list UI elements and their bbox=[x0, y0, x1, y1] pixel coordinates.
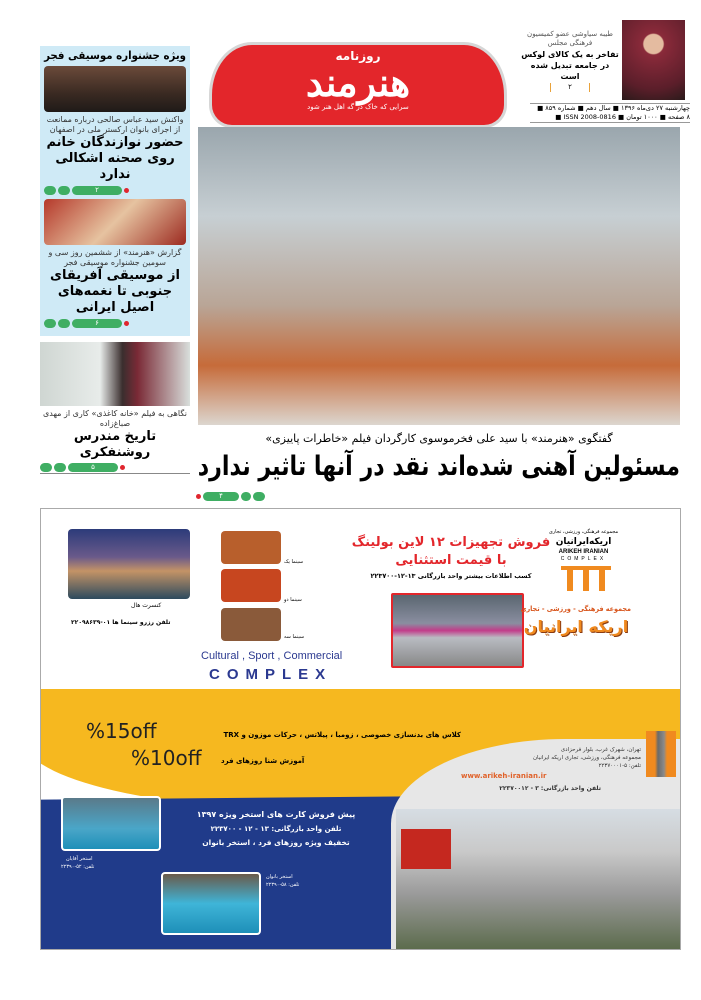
story-photo-3[interactable] bbox=[40, 342, 190, 406]
statue-image bbox=[646, 731, 676, 777]
story-headline-1[interactable]: حضور نوازندگان خانم روی صحنه اشکالی ندارد bbox=[46, 135, 184, 182]
sidebar-section-title: ویژه جشنواره موسیقی فجر bbox=[44, 49, 186, 62]
address-1: تهران، شهرک غرب، بلوار فرحزادی bbox=[560, 747, 641, 753]
story-photo-2[interactable] bbox=[44, 199, 186, 245]
brand-logo-icon bbox=[561, 566, 611, 591]
pool-women-phone: تلفن: ۵۸-۲۲۳۹۰ bbox=[266, 882, 300, 888]
cinema-2-photo bbox=[221, 569, 281, 602]
building-sign bbox=[401, 829, 451, 869]
story-caption-1: واکنش سید عباس صالحی درباره ممانعت از اجرای بانوان ارکستر ملی در اصفهان bbox=[46, 115, 184, 134]
pool-men-phone: تلفن: ۵۲-۲۲۳۹۰ bbox=[61, 864, 95, 870]
cinema-phone: تلفن رزرو سینما ها ۰۱-۲۲۰۹۸۶۳۹ bbox=[71, 619, 171, 626]
logo-main: هنرمند bbox=[305, 60, 411, 105]
sidebar-box bbox=[40, 46, 190, 336]
bowling-title-2: با قیمت استثنایی bbox=[395, 553, 507, 568]
brand-complex: COMPLEX bbox=[560, 556, 607, 562]
cinema-label-2: سینما دو bbox=[284, 597, 302, 603]
teaser bbox=[520, 30, 620, 92]
complex-en-line2: COMPLEX bbox=[209, 666, 333, 683]
bowling-title-1: فروش تجهیزات ۱۲ لاین بولینگ bbox=[351, 535, 551, 550]
pool-men-photo bbox=[61, 796, 161, 851]
page-ref-3: ۵ bbox=[40, 462, 190, 474]
issue-info-1: چهارشنبه ۲۷ دی‌ماه ۱۳۹۶ ■ سال دهم ■ شماره ۸۵۹ ■ bbox=[530, 103, 690, 113]
main-headline[interactable]: مسئولین آهنی شده‌اند نقد در آنها تاثیر ندارد bbox=[197, 451, 680, 482]
cinema-1-photo bbox=[221, 531, 281, 564]
page-ref-1: ۲ bbox=[44, 184, 186, 196]
sidebar-story-1 bbox=[44, 66, 186, 199]
story-photo-1[interactable] bbox=[44, 66, 186, 112]
cinema-3-photo bbox=[221, 608, 281, 641]
sidebar-story-2 bbox=[44, 199, 186, 332]
brand-en: ARIKEH IRANIAN bbox=[558, 549, 609, 555]
story-caption-2: گزارش «هنرمند» از ششمین روز سی و سومین جشنواره موسیقی فجر bbox=[48, 248, 182, 267]
address-2: مجموعه فرهنگی، ورزشی، تجاری اریکه ایرانیان bbox=[533, 755, 641, 761]
pool-women-photo bbox=[161, 872, 261, 935]
brand-small: مجموعه فرهنگی، ورزشی، تجاری bbox=[548, 529, 619, 535]
offer-1-text: کلاس های بدنسازی خصوصی ، زومبا ، پیلاتس ، حرکات موزون و TRX bbox=[223, 731, 461, 739]
brand-big: اریکه ایرانیان bbox=[523, 617, 629, 636]
pool-discount: تخفیف ویژه روزهای فرد ، استخر بانوان bbox=[202, 838, 350, 847]
concert-label: کنسرت هال bbox=[131, 602, 162, 609]
pool-phone: تلفن واحد بازرگانی: ۱۳ - ۱۲ - ۲۲۳۷۰۰ bbox=[210, 825, 342, 833]
brand-fa: اریکه‌ایرانیان bbox=[555, 537, 612, 547]
issue-info-2: ۸ صفحه ■ ۱۰۰۰ تومان ■ ISSN 2008-0816 ■ bbox=[530, 113, 690, 123]
complex-en-line1: Cultural , Sport , Commercial bbox=[201, 650, 343, 662]
bowling-photo bbox=[391, 593, 524, 668]
offer-2-text: آموزش شنا روزهای فرد bbox=[221, 757, 305, 765]
page-ref-2: ۶ bbox=[44, 317, 186, 329]
logo-slogan: سرایی که خاک در گه اهل هنر شود bbox=[307, 103, 409, 111]
concert-hall-photo bbox=[68, 529, 190, 599]
main-kicker: گفتگوی «هنرمند» با سید علی فخرموسوی کارگردان فیلم «خاطرات پاییزی» bbox=[265, 432, 613, 445]
sidebar bbox=[40, 46, 190, 477]
cinema-label-3: سینما سه bbox=[284, 634, 305, 640]
teaser-photo[interactable] bbox=[622, 20, 685, 100]
logo-small: روزنامه bbox=[335, 49, 381, 63]
sales-phone: تلفن واحد بازرگانی: ۳ - ۲۲۳۷۰۰۱۲ bbox=[499, 785, 601, 792]
sidebar-story-3 bbox=[40, 342, 190, 477]
address-phone: تلفن: ۵-۲۲۳۷۰۰۰۱ bbox=[598, 763, 641, 769]
pool-title: پیش فروش کارت های استخر ویژه ۱۳۹۷ bbox=[196, 810, 356, 819]
teaser-headline[interactable]: تفاخر به یک کالای لوکس در جامعه تبدیل شده است bbox=[521, 50, 619, 81]
masthead-logo bbox=[212, 45, 504, 125]
main-story-photo[interactable] bbox=[198, 127, 680, 425]
website-link[interactable]: www.arikeh-iranian.ir bbox=[461, 772, 547, 780]
advertisement[interactable] bbox=[40, 508, 681, 950]
bowling-info: کسب اطلاعات بیشتر واحد بازرگانی ۱۳-۱۲-۲۲۳۷۰۰ bbox=[370, 572, 532, 580]
story-headline-2[interactable]: از موسیقی آفریقای جنوبی تا نغمه‌های اصیل ایرانی bbox=[50, 268, 180, 315]
pool-men-label: استخر آقایان bbox=[66, 856, 93, 862]
offer-2-pct: %10off bbox=[131, 746, 202, 770]
pool-women-label: استخر بانوان bbox=[266, 874, 293, 880]
brand-tagline: مجموعه فرهنگی - ورزشی - تجاری bbox=[520, 605, 631, 613]
story-headline-3[interactable]: تاریخ مندرس روشنفکری bbox=[73, 429, 157, 460]
teaser-caption: طیبه سیاوشی عضو کمیسیون فرهنگی مجلس bbox=[527, 30, 613, 47]
story-caption-3: نگاهی به فیلم «خانه کاغذی» کاری از مهدی صباغ‌زاده bbox=[43, 409, 187, 428]
cinema-label-1: سینما یک bbox=[284, 559, 304, 565]
main-page-ref: ۴ bbox=[194, 491, 265, 501]
offer-1-pct: %15off bbox=[86, 719, 157, 743]
teaser-page: ۲ bbox=[550, 83, 590, 92]
